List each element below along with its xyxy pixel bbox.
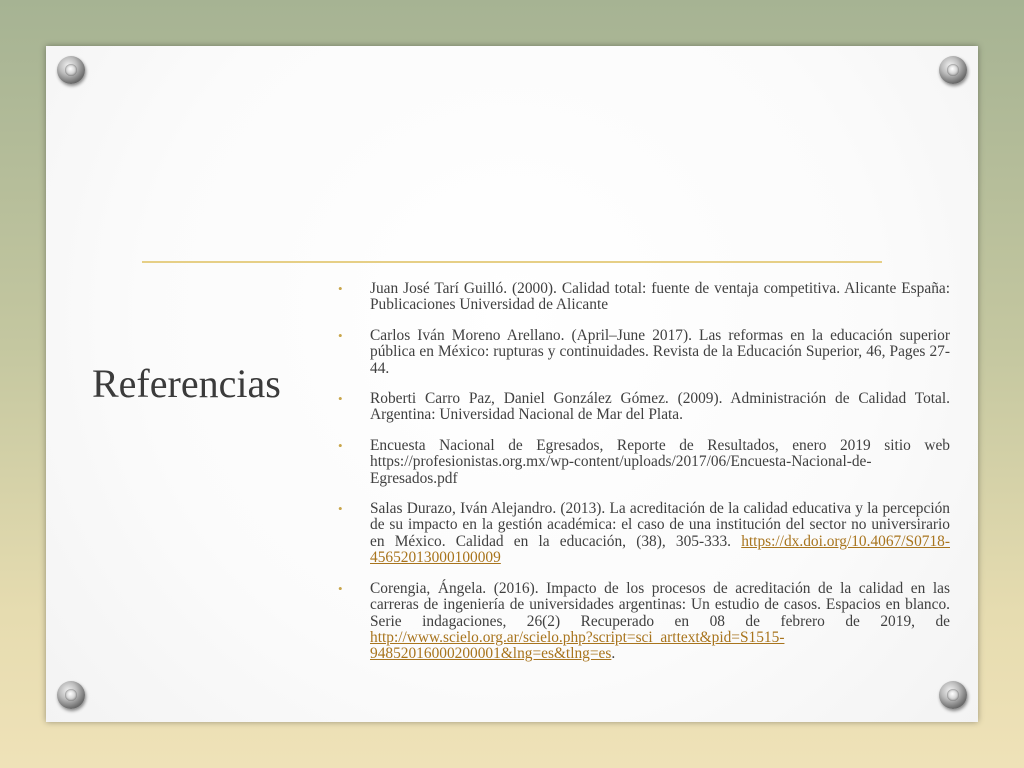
bullet-icon: • <box>338 580 343 596</box>
reference-text: Juan José Tarí Guilló. (2000). Calidad total: fuente de ventaja competitiva. Alicante España: Publicaciones Universidad de Alicante <box>370 280 950 314</box>
reference-item <box>338 501 950 567</box>
pushpin-icon <box>57 681 85 709</box>
divider-line <box>142 261 882 263</box>
pushpin-icon <box>939 681 967 709</box>
reference-item <box>338 281 950 314</box>
reference-text-after: . <box>611 645 616 663</box>
bullet-icon: • <box>338 327 343 343</box>
pushpin-icon <box>57 56 85 84</box>
reference-text: Salas Durazo, Iván Alejandro. (2013). La acreditación de la calidad educativa y la percepción de su impacto en la gestión académica: el caso de una institución del sector no universirario en México. Calidad en la educación, (38), 305-333. <box>370 500 950 550</box>
pushpin-icon <box>939 56 967 84</box>
bullet-icon: • <box>338 437 343 453</box>
reference-item <box>338 438 950 487</box>
reference-list <box>338 281 950 677</box>
bullet-icon: • <box>338 501 343 517</box>
reference-text: Roberti Carro Paz, Daniel González Gómez. (2009). Administración de Calidad Total. Argentina: Universidad Nacional de Mar del Plata. <box>370 390 950 424</box>
reference-link[interactable]: https://dx.doi.org/10.4067/S0718-45652013000100009 <box>370 532 950 567</box>
reference-item <box>338 328 950 377</box>
reference-link[interactable]: http://www.scielo.org.ar/scielo.php?script=sci_arttext&pid=S1515-94852016000200001&lng=es&tlng=es <box>370 628 785 663</box>
reference-item <box>338 581 950 663</box>
slide-title: Referencias <box>92 361 281 406</box>
reference-text: Corengia, Ángela. (2016). Impacto de los procesos de acreditación de la calidad en las carreras de ingeniería de universidades argentinas: Un estudio de casos. Espacios en blanco. Serie indagaciones, 26(2) Recuperado en 08 de febrero de 2019, de <box>370 579 950 630</box>
reference-text: Encuesta Nacional de Egresados, Reporte de Resultados, enero 2019 sitio web https://profesionistas.org.mx/wp-content/uploads/2017/06/Encuesta-Nacional-de-Egresados.pdf <box>370 436 950 487</box>
bullet-icon: • <box>338 391 343 407</box>
reference-text: Carlos Iván Moreno Arellano. (April–June 2017). Las reformas en la educación superior pública en México: rupturas y continuidades. Revista de la Educación Superior, 46, Pages 27-44. <box>370 326 950 377</box>
reference-item <box>338 391 950 424</box>
bullet-icon: • <box>338 281 343 296</box>
